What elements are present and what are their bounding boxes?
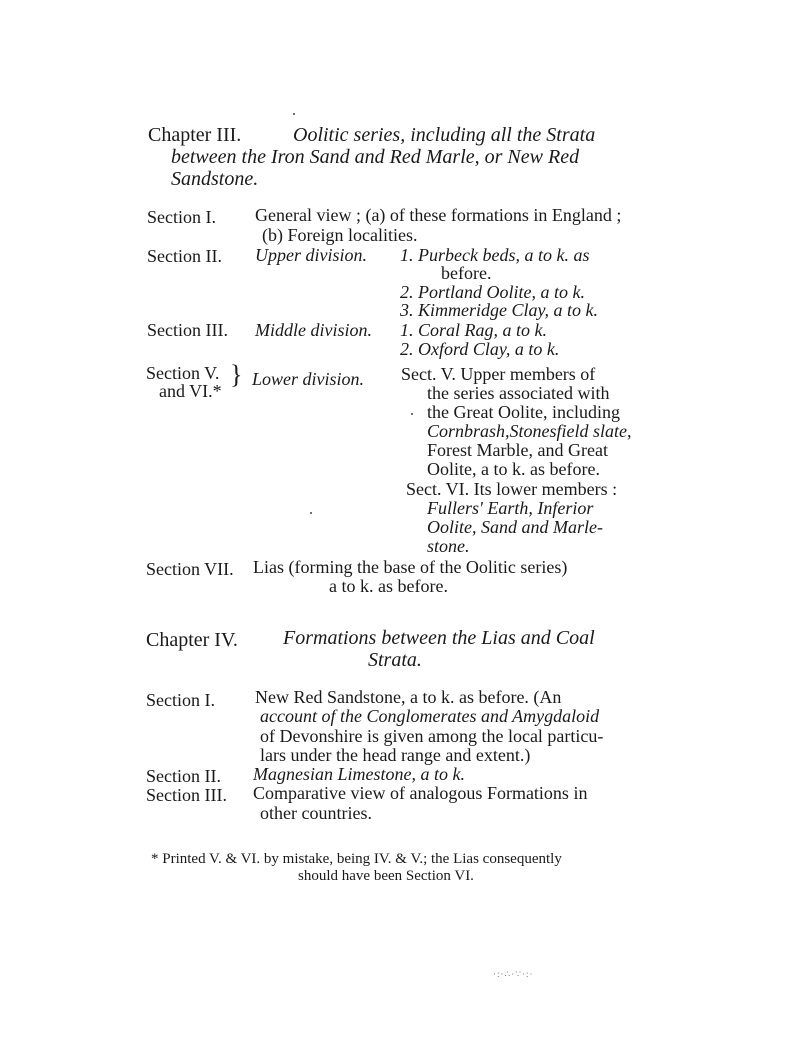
section-label: Section III. xyxy=(146,785,227,805)
section-label: Section II. xyxy=(147,246,222,266)
section-text: stone. xyxy=(427,536,470,556)
ink-speck xyxy=(293,113,295,115)
section-text: other countries. xyxy=(260,803,372,823)
chapter-3-title-line-3: Sandstone. xyxy=(171,168,259,190)
list-item: 2. Portland Oolite, a to k. xyxy=(400,282,585,302)
section-text: General view ; (a) of these formations in England ; xyxy=(255,205,622,225)
ink-speck xyxy=(411,413,413,415)
section-text: Comparative view of analogous Formations in xyxy=(253,783,588,803)
section-text: Forest Marble, and Great xyxy=(427,440,608,460)
section-text: lars under the head range and extent.) xyxy=(260,745,531,765)
list-item: 2. Oxford Clay, a to k. xyxy=(400,339,560,359)
section-text: account of the Conglomerates and Amygdaloid xyxy=(260,706,600,726)
section-text: the Great Oolite, including xyxy=(427,402,620,422)
brace-icon: } xyxy=(230,360,243,389)
section-text: Lias (forming the base of the Oolitic series) xyxy=(253,557,568,577)
section-text: Cornbrash,Stonesfield slate, xyxy=(427,421,632,441)
section-label: and VI.* xyxy=(159,381,222,401)
section-label: Section I. xyxy=(147,207,216,227)
section-label: Section II. xyxy=(146,766,221,786)
section-text: Sect. VI. Its lower members : xyxy=(406,479,618,499)
section-label: Section VII. xyxy=(146,559,234,579)
chapter-3-title-line-2: between the Iron Sand and Red Marle, or New Red xyxy=(171,146,580,168)
stamp-mark: ·:·∴·∵·:· xyxy=(493,969,534,979)
section-text: (b) Foreign localities. xyxy=(262,225,418,245)
section-text: the series associated with xyxy=(427,383,610,403)
division-label: Middle division. xyxy=(255,320,372,340)
chapter-3-heading: Chapter III. xyxy=(148,124,242,146)
section-text: Fullers' Earth, Inferior xyxy=(427,498,594,518)
section-text: Magnesian Limestone, a to k. xyxy=(253,764,465,784)
footnote-line-2: should have been Section VI. xyxy=(298,868,474,884)
chapter-4-title-line-1: Formations between the Lias and Coal xyxy=(283,627,595,649)
ink-speck xyxy=(310,512,312,514)
list-item: 1. Purbeck beds, a to k. as xyxy=(400,245,590,265)
list-item: before. xyxy=(441,263,492,283)
section-text: a to k. as before. xyxy=(329,576,448,596)
chapter-4-heading: Chapter IV. xyxy=(146,629,238,651)
section-label: Section V. xyxy=(146,363,220,383)
section-label: Section III. xyxy=(147,320,228,340)
section-text: Sect. V. Upper members of xyxy=(401,364,596,384)
section-text: Oolite, Sand and Marle- xyxy=(427,517,603,537)
list-item: 3. Kimmeridge Clay, a to k. xyxy=(400,300,598,320)
footnote-line-1: * Printed V. & VI. by mistake, being IV. & V.; the Lias consequently xyxy=(151,851,562,867)
division-label: Lower division. xyxy=(252,369,365,389)
chapter-4-title-line-2: Strata. xyxy=(368,649,422,671)
section-text: Oolite, a to k. as before. xyxy=(427,459,600,479)
division-label: Upper division. xyxy=(255,245,367,265)
section-text: New Red Sandstone, a to k. as before. (An xyxy=(255,687,562,707)
section-label: Section I. xyxy=(146,690,215,710)
chapter-3-title-line-1: Oolitic series, including all the Strata xyxy=(293,124,596,146)
section-text: of Devonshire is given among the local particu- xyxy=(260,726,604,746)
list-item: 1. Coral Rag, a to k. xyxy=(400,320,547,340)
